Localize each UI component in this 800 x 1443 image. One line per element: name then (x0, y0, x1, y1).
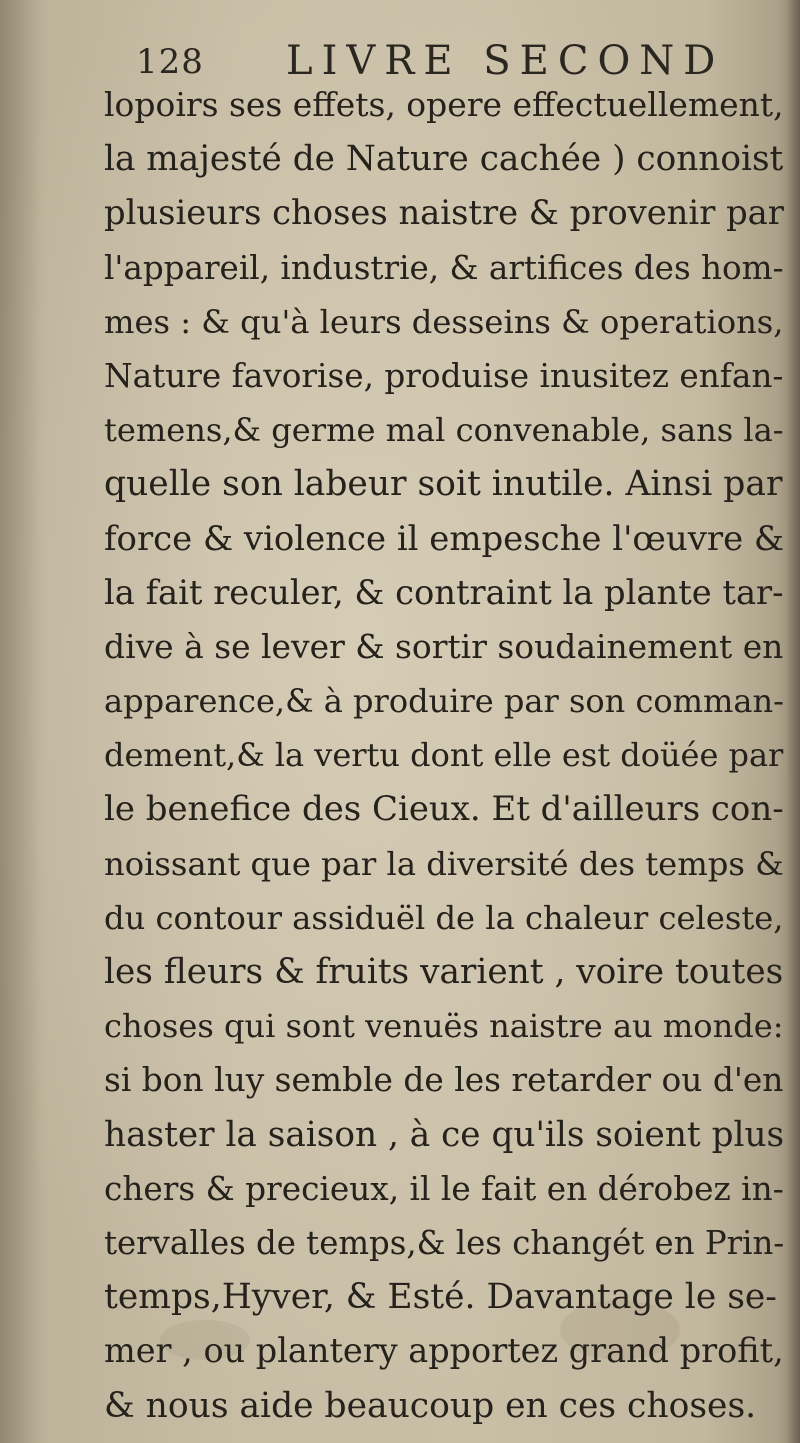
text-line: haster la saison , à ce qu'ils soient plus (104, 1114, 785, 1155)
text-line: force & violence il empesche l'œuvre & (104, 518, 785, 558)
text-line: lopoirs ses effets, opere effectuellement, (104, 85, 784, 124)
text-line: quelle son labeur soit inutile. Ainsi par (104, 464, 783, 505)
text-line: plusieurs choses naistre & provenir par (104, 193, 784, 233)
text-line: dive à se lever & sortir soudainement en (104, 626, 784, 666)
text-line: temens,& germe mal convenable, sans la- (104, 411, 784, 450)
body-text (104, 78, 794, 1433)
text-line: choses qui sont venuës naistre au monde: (104, 1007, 784, 1046)
text-line: noissant que par la diversité des temps & (104, 844, 784, 883)
text-line: mer , ou plantery apportez grand profit, (104, 1331, 784, 1371)
text-line: Nature favorise, produise inusitez enfan- (104, 356, 784, 395)
text-line: mes : & qu'à leurs desseins & operations, (104, 302, 784, 341)
text-line: la fait reculer, & contraint la plante tar- (104, 572, 784, 612)
text-line: si bon luy semble de les retarder ou d'en (104, 1061, 784, 1100)
text-line: dement,& la vertu dont elle est doüée par (104, 736, 784, 775)
text-line: tervalles de temps,& les changét en Prin- (104, 1223, 785, 1262)
text-line: le benefice des Cieux. Et d'ailleurs con- (104, 789, 784, 830)
text-line: apparence,& à produire par son comman- (104, 682, 784, 721)
page-number: 128 (136, 42, 204, 82)
text-line: les fleurs & fruits varient , voire toutes (104, 952, 784, 992)
text-line: temps,Hyver, & Esté. Davantage le se- (104, 1277, 777, 1318)
text-line: du contour assiduël de la chaleur celeste, (104, 898, 784, 937)
text-line: l'appareil, industrie, & artifices des hom- (104, 248, 784, 287)
text-line: la majesté de Nature cachée ) connoist (104, 139, 784, 180)
text-line: & nous aide beaucoup en ces choses. (104, 1385, 757, 1426)
spine-shadow (0, 0, 40, 1443)
running-title: LIVRE SECOND (286, 38, 725, 84)
text-line: chers & precieux, il le fait en dérobez in- (104, 1169, 784, 1208)
